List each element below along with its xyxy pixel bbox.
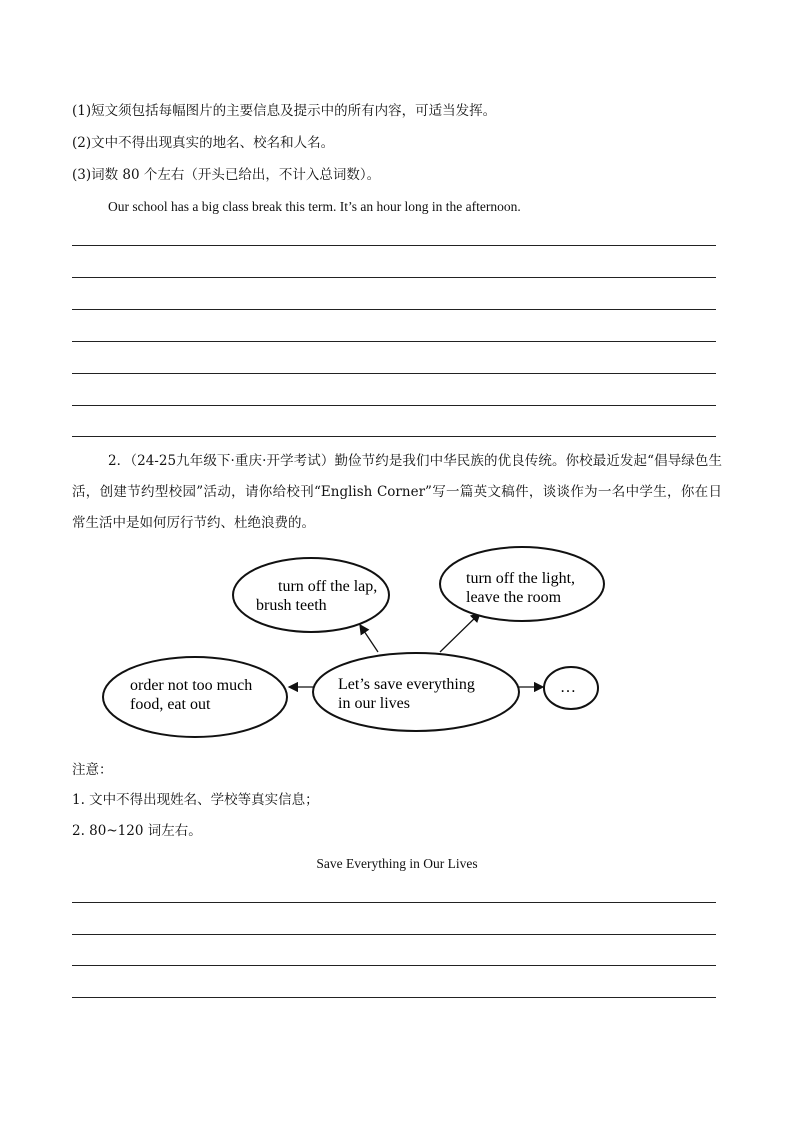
mind-map <box>0 540 794 740</box>
note-1: 1. 文中不得出现姓名、学校等真实信息； <box>72 792 319 808</box>
node-text: turn off the light, <box>466 570 576 587</box>
instruction-2: (2)文中不得出现真实的地名、校名和人名。 <box>72 135 335 151</box>
writing-line <box>72 405 716 406</box>
writing-line <box>72 245 716 246</box>
node-text: turn off the lap, <box>278 578 378 595</box>
writing-line <box>72 341 716 342</box>
instruction-3: (3)词数 80 个左右（开头已给出，不计入总词数）。 <box>72 167 381 183</box>
question-2-prompt: 2．（24-25九年级下·重庆·开学考试）勤俭节约是我们中华民族的优良传统。你校最近发起“倡导绿色生活，创建节约型校园”活动，请你给校刊“English Corner”写一篇英文稿件，谈谈作为一名中学生，你在日常生活中是如何厉行节约、杜绝浪费的。 <box>72 453 722 531</box>
node-text: leave the room <box>466 589 562 606</box>
mindmap-node-top-left <box>233 558 389 632</box>
node-text: order not too much <box>130 677 253 694</box>
note-2: 2. 80~120 词左右。 <box>72 823 202 839</box>
writing-line <box>72 934 716 935</box>
arrow-to-top-right <box>440 613 480 652</box>
mindmap-node-top-right <box>440 547 604 621</box>
essay-title: Save Everything in Our Lives <box>316 856 478 871</box>
opening-sentence: Our school has a big class break this term. It’s an hour long in the afternoon. <box>108 199 521 214</box>
writing-line <box>72 997 716 998</box>
node-text: … <box>560 679 576 696</box>
node-text: in our lives <box>338 695 410 712</box>
node-text: Let’s save everything <box>338 676 475 693</box>
mindmap-node-right <box>544 667 598 709</box>
writing-line <box>72 309 716 310</box>
writing-line <box>72 436 716 437</box>
writing-line <box>72 902 716 903</box>
writing-line <box>72 277 716 278</box>
writing-line <box>72 965 716 966</box>
mindmap-node-left <box>103 657 287 737</box>
instruction-1: (1)短文须包括每幅图片的主要信息及提示中的所有内容，可适当发挥。 <box>72 103 497 119</box>
writing-line <box>72 373 716 374</box>
notes-heading: 注意： <box>72 762 113 778</box>
node-text: food, eat out <box>130 696 211 713</box>
node-text: brush teeth <box>256 597 327 614</box>
arrow-to-top-left <box>360 625 378 652</box>
mindmap-node-center <box>313 653 519 731</box>
